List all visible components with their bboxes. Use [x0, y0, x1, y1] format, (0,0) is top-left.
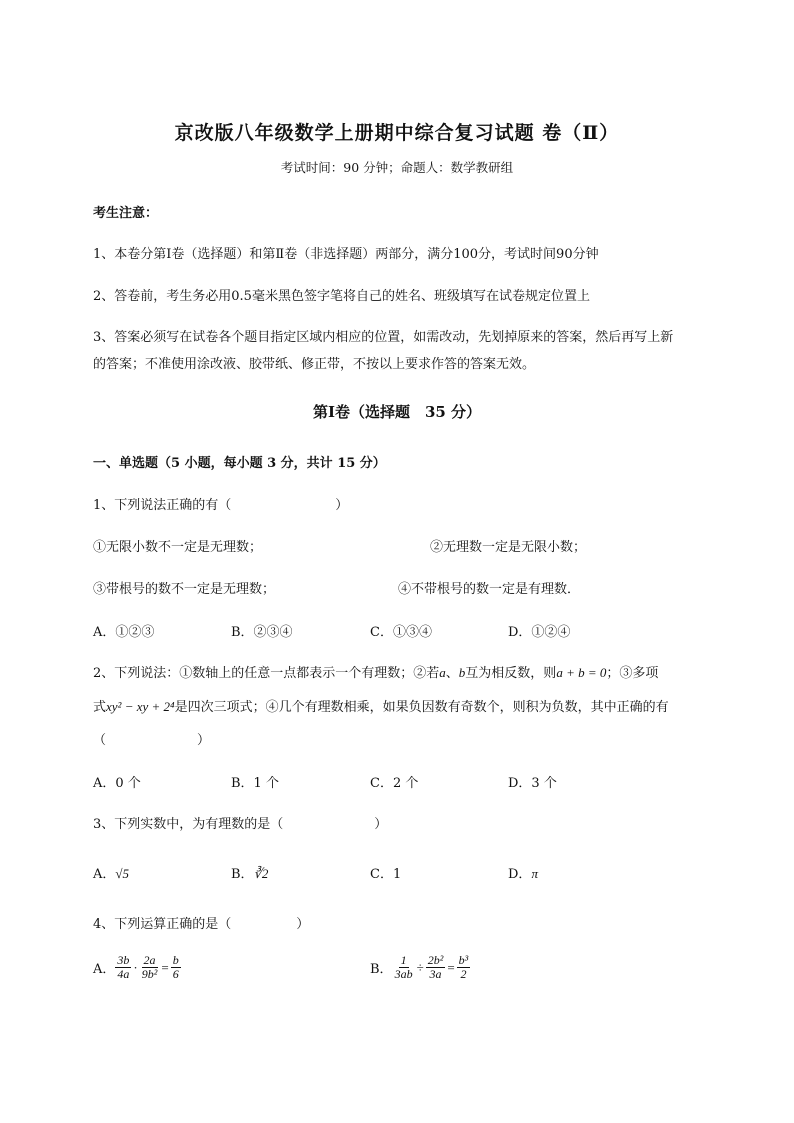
question-3-stem: 3、下列实数中，为有理数的是（ ）	[93, 817, 388, 832]
question-2-option-a[interactable]: A．0 个	[93, 776, 141, 791]
fraction	[457, 954, 471, 981]
denominator: 2	[460, 967, 467, 982]
fraction	[171, 954, 181, 981]
notice-item-3: 3、答案必须写在试卷各个题目指定区域内相应的位置，如需改动，先划掉原来的答案，然后再写上新	[93, 330, 674, 345]
question-1-option-d[interactable]: D．①②④	[508, 625, 571, 640]
exam-subtitle: 考试时间：90 分钟；命题人：数学教研组	[280, 160, 514, 175]
question-4-stem: 4、下列运算正确的是（ ）	[93, 917, 310, 932]
denominator: 9b²	[141, 967, 158, 982]
question-2-text-2: 互为相反数，则	[465, 666, 557, 681]
question-2-text-3: ；③多项	[606, 666, 659, 681]
numerator: 3b	[117, 953, 130, 967]
fraction	[393, 954, 415, 981]
page-title: 京改版八年级数学上册期中综合复习试题 卷（Ⅱ）	[174, 122, 620, 144]
option-label: B．	[231, 867, 254, 882]
question-3-option-d[interactable]	[508, 863, 538, 882]
section-title: 第Ⅰ卷（选择题 35 分）	[312, 403, 482, 421]
option-label: A．	[93, 962, 116, 978]
equals-sign: =	[161, 959, 169, 975]
pi-symbol: π	[531, 866, 538, 881]
question-2-line-1	[93, 662, 658, 681]
fraction	[115, 954, 131, 981]
fraction	[140, 954, 160, 981]
equation-a-plus-b: a + b = 0	[556, 665, 607, 680]
question-1-option-b[interactable]: B．②③④	[231, 625, 293, 640]
denominator: 6	[172, 967, 179, 982]
var-b: b	[458, 665, 466, 680]
question-2-line-2	[93, 696, 669, 715]
question-3-option-a[interactable]	[93, 863, 129, 882]
option-label: B．	[370, 962, 393, 978]
question-1-statement-2: ②无理数一定是无限小数；	[430, 540, 587, 555]
question-1-statement-1: ①无限小数不一定是无理数；	[93, 540, 263, 555]
multiply-dot: ·	[133, 959, 138, 975]
var-a: a	[439, 665, 446, 680]
numerator: 1	[400, 953, 407, 967]
numerator: 2b²	[427, 953, 444, 967]
option-label: D．	[508, 867, 532, 882]
divide-sign: ÷	[416, 959, 424, 975]
cube-root-2: ∛2	[253, 866, 269, 881]
notice-item-2: 2、答卷前，考生务必用0.5毫米黑色签字笔将自己的姓名、班级填写在试卷规定位置上	[93, 289, 590, 304]
numerator: 2a	[143, 953, 156, 967]
question-2-option-c[interactable]: C．2 个	[370, 776, 419, 791]
question-3-option-c[interactable]: C．1	[370, 867, 402, 882]
question-1-option-a[interactable]: A．①②③	[93, 625, 155, 640]
question-1-statement-3: ③带根号的数不一定是无理数；	[93, 582, 276, 597]
polynomial-expression: xy² − xy + 2⁴	[106, 699, 175, 714]
equals-sign: =	[447, 959, 455, 975]
denominator: 4a	[117, 967, 130, 982]
separator: 、	[445, 666, 459, 681]
denominator: 3ab	[394, 967, 413, 982]
sqrt-5: √5	[115, 866, 130, 881]
denominator: 3a	[429, 967, 442, 982]
question-2-text-4: 式	[93, 700, 107, 715]
question-4-option-b[interactable]	[370, 954, 470, 981]
question-2-line-3: （ ）	[93, 733, 211, 748]
question-1-option-c[interactable]: C．①③④	[370, 625, 432, 640]
question-2-text-1: 2、下列说法：①数轴上的任意一点都表示一个有理数；②若	[93, 666, 440, 681]
question-3-option-b[interactable]	[231, 863, 268, 882]
question-2-option-b[interactable]: B．1 个	[231, 776, 279, 791]
question-1-statement-4: ④不带根号的数一定是有理数．	[398, 582, 581, 597]
option-label: A．	[93, 867, 116, 882]
notice-heading: 考生注意：	[93, 206, 159, 221]
fraction	[426, 954, 446, 981]
question-2-option-d[interactable]: D．3 个	[508, 776, 557, 791]
numerator: b	[172, 953, 179, 967]
part-heading: 一、单选题（5 小题，每小题 3 分，共计 15 分）	[93, 456, 386, 471]
question-1-stem: 1、下列说法正确的有（ ）	[93, 498, 349, 513]
question-4-option-a[interactable]	[93, 954, 181, 981]
numerator: b³	[458, 953, 469, 967]
notice-item-3-cont: 的答案；不准使用涂改液、胶带纸、修正带，不按以上要求作答的答案无效。	[93, 357, 536, 372]
question-2-text-5: 是四次三项式；④几个有理数相乘，如果负因数有奇数个，则积为负数，其中正确的有	[174, 700, 669, 715]
notice-item-1: 1、本卷分第Ⅰ卷（选择题）和第Ⅱ卷（非选择题）两部分，满分100分，考试时间90分钟	[93, 247, 599, 262]
